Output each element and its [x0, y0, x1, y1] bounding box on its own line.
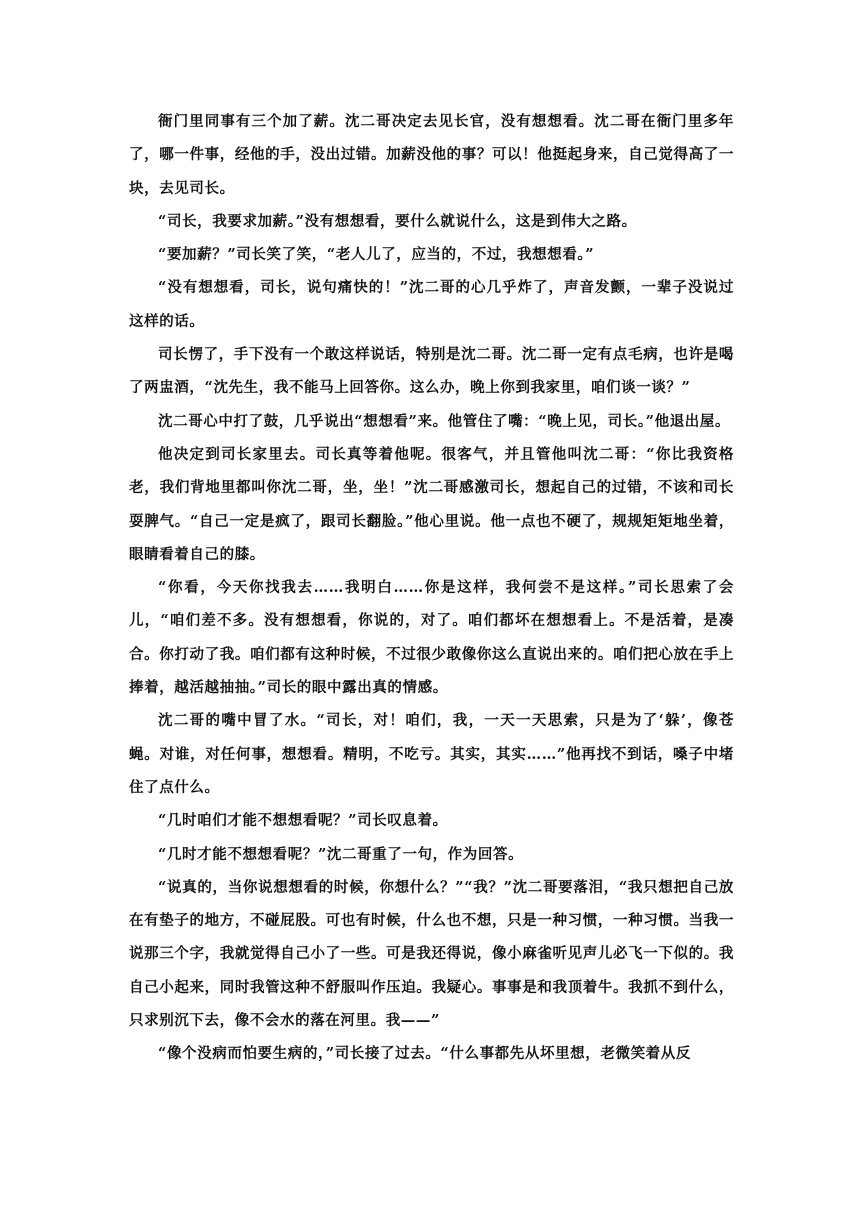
paragraph-4: “没有想想看，司长，说句痛快的！”沈二哥的心几乎炸了，声音发颤，一辈子没说过这样的话。: [129, 279, 734, 330]
paragraph-9: 沈二哥的嘴中冒了水。“司长，对！咱们，我，一天一天思索，只是为了‘躲’，像苍蝇。对谁，对任何事，想想看。精明，不吃亏。其实，其实……”他再找不到话，嗓子中堵住了点什么。: [129, 712, 734, 796]
paragraph-10: “几时咱们才能不想想看呢？”司长叹息着。: [158, 812, 448, 830]
paragraph-12: “说真的，当你说想想看的时候，你想什么？”“我？”沈二哥要落泪，“我只想把自己放在有垫子的地方，不碰屁股。可也有时候，什么也不想，只是一种习惯，一种习惯。当我一说那三个字，我就觉得自己小了一些。可是我还得说，像小麻雀听见声儿必飞一下似的。我自己小起来，同时我管这种不舒服叫作压迫。我疑心。事事是和我顶着牛。我抓不到什么，只求别沉下去，像不会水的落在河里。我——”: [129, 878, 734, 1030]
paragraph-8: “你看，今天你找我去……我明白……你是这样，我何尝不是这样。”司长思索了会儿，“咱们差不多。没有想想看，你说的，对了。咱们都坏在想想看上。不是活着，是凑合。你打动了我。咱们都有这种时候，不过很少敢像你这么直说出来的。咱们把心放在手上捧着，越活越抽抽。”司长的眼中露出真的情感。: [129, 579, 734, 697]
document-page: [129, 105, 734, 1071]
paragraph-5: 司长愣了，手下没有一个敢这样说话，特别是沈二哥。沈二哥一定有点毛病，也许是喝了两盅酒，“沈先生，我不能马上回答你。这么办，晚上你到我家里，咱们谈一谈？”: [129, 346, 734, 397]
paragraph-13: “像个没病而怕要生病的，”司长接了过去。“什么事都先从坏里想，老微笑着从反: [158, 1045, 691, 1063]
paragraph-7: 他决定到司长家里去。司长真等着他呢。很客气，并且管他叫沈二哥：“你比我资格老，我们背地里都叫你沈二哥，坐，坐！”沈二哥感激司长，想起自己的过错，不该和司长耍脾气。“自己一定是疯了，跟司长翻脸。”他心里说。他一点也不硬了，规规矩矩地坐着，眼睛看着自己的膝。: [129, 445, 734, 563]
paragraph-3: “要加薪？”司长笑了笑，“老人儿了，应当的，不过，我想想看。”: [158, 246, 595, 264]
paragraph-11: “几时才能不想想看呢？”沈二哥重了一句，作为回答。: [158, 845, 524, 863]
paragraph-1: 衙门里同事有三个加了薪。沈二哥决定去见长官，没有想想看。沈二哥在衙门里多年了，哪一件事，经他的手，没出过错。加薪没他的事？可以！他挺起身来，自己觉得高了一块，去见司长。: [129, 113, 734, 197]
paragraph-2: “司长，我要求加薪。”没有想想看，要什么就说什么，这是到伟大之路。: [158, 212, 637, 230]
paragraph-6: 沈二哥心中打了鼓，几乎说出“想想看”来。他管住了嘴：“晚上见，司长。”他退出屋。: [158, 412, 731, 430]
